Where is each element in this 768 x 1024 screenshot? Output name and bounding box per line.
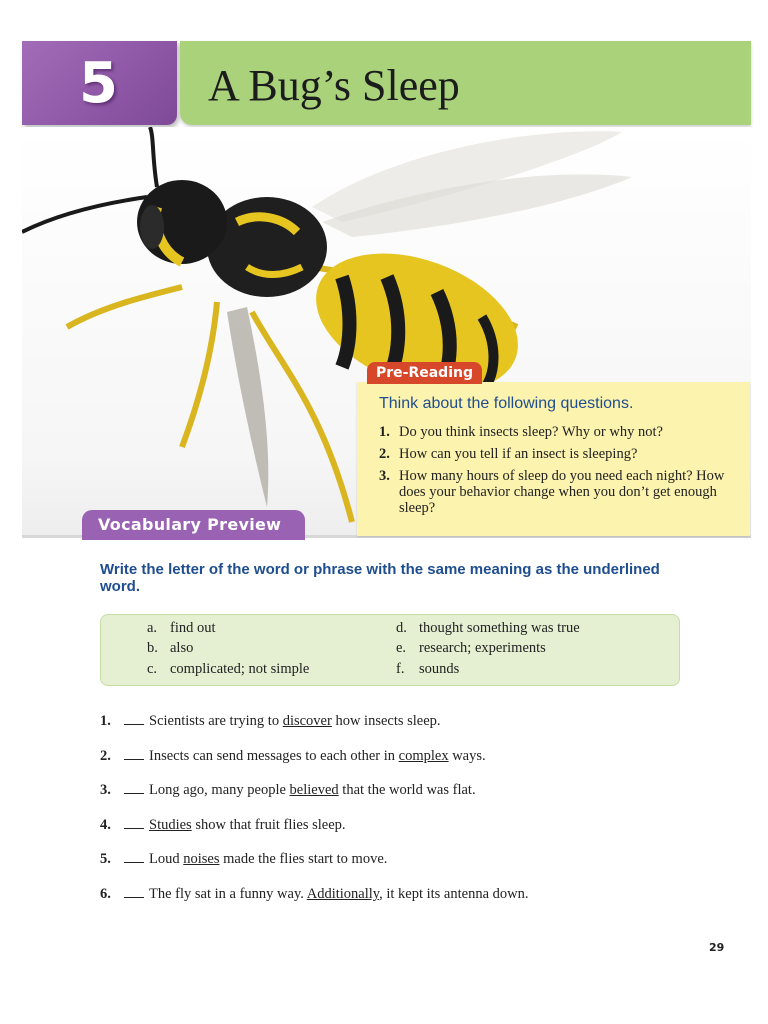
chapter-number: 5 <box>79 51 118 116</box>
vocab-question: 1. Scientists are trying to discover how insects sleep. <box>100 713 441 729</box>
underlined-word: discover <box>282 713 332 729</box>
answer-blank[interactable] <box>124 747 144 760</box>
word-option: c. complicated; not simple <box>147 661 310 677</box>
word-option: a. find out <box>147 620 216 636</box>
question-number: 3. <box>379 468 390 484</box>
list-item <box>379 446 729 462</box>
answer-blank[interactable] <box>124 781 144 794</box>
underlined-word: believed <box>289 782 339 798</box>
vocab-question: 5. Loud noises made the flies start to move. <box>100 851 388 867</box>
answer-blank[interactable] <box>124 816 144 829</box>
question-number: 1. <box>379 424 390 440</box>
vocabulary-preview-tab: Vocabulary Preview <box>82 510 305 540</box>
underlined-word: noises <box>183 851 220 867</box>
list-item <box>379 468 729 516</box>
question-text: How many hours of sleep do you need each night? How does your behavior change when you don’t get enough sleep? <box>399 468 725 516</box>
answer-blank[interactable] <box>124 885 144 898</box>
list-item <box>379 424 729 440</box>
answer-blank[interactable] <box>124 850 144 863</box>
word-option: d. thought something was true <box>396 620 580 636</box>
page-title: A Bug’s Sleep <box>208 61 460 110</box>
pre-reading-tab: Pre-Reading <box>367 362 482 384</box>
word-option: b. also <box>147 640 194 656</box>
underlined-word: Additionally <box>306 886 380 902</box>
word-option: e. research; experiments <box>396 640 546 656</box>
vocab-question: 4. Studies show that fruit flies sleep. <box>100 817 346 833</box>
underlined-word: complex <box>398 748 449 764</box>
pre-reading-heading: Think about the following questions. <box>379 395 634 412</box>
vocab-question: 2. Insects can send messages to each other in complex ways. <box>100 748 486 764</box>
answer-blank[interactable] <box>124 712 144 725</box>
underlined-word: Studies <box>149 817 192 833</box>
vocab-question: 6. The fly sat in a funny way. Additionally, it kept its antenna down. <box>100 886 529 902</box>
vocab-question: 3. Long ago, many people believed that the world was flat. <box>100 782 476 798</box>
question-text: How can you tell if an insect is sleeping? <box>399 446 638 462</box>
pre-reading-questions <box>379 424 729 522</box>
word-option: f. sounds <box>396 661 460 677</box>
question-text: Do you think insects sleep? Why or why not? <box>399 424 663 440</box>
question-number: 2. <box>379 446 390 462</box>
vocabulary-instructions: Write the letter of the word or phrase with the same meaning as the underlined word. <box>100 561 660 595</box>
page-number: 29 <box>709 941 725 954</box>
